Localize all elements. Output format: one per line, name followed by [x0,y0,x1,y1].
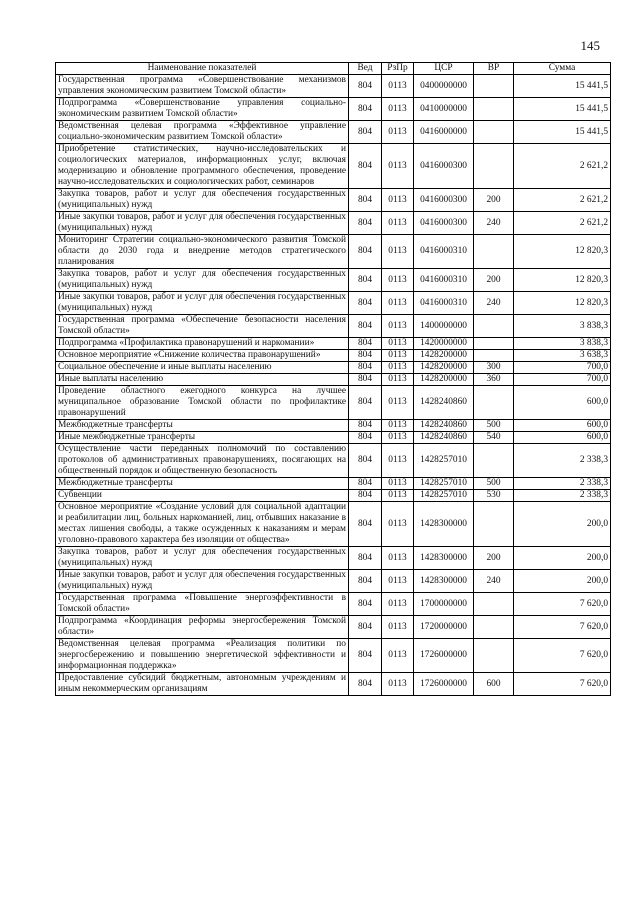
cell-ved: 804 [349,212,382,235]
table-body [56,75,611,696]
cell-sum: 3 838,3 [514,338,611,350]
cell-vr [474,350,514,362]
cell-rzpr: 0113 [382,502,414,547]
cell-sum: 3 638,3 [514,350,611,362]
cell-ved: 804 [349,121,382,144]
cell-csr: 1700000000 [414,593,474,616]
cell-name: Иные межбюджетные трансферты [56,432,349,444]
cell-rzpr: 0113 [382,374,414,386]
cell-ved: 804 [349,502,382,547]
cell-name: Основное мероприятие «Создание условий для социальной адаптации и реабилитации лиц, больных наркоманией, лиц, отбывших наказание в местах лишения свободы, а также осужденных к наказаниям и мерам уголовно-правового характера без изоляции от общества» [56,502,349,547]
cell-name: Проведение областного ежегодного конкурса на лучшее муниципальное образование Томской области по профилактике правонарушений [56,386,349,420]
cell-ved: 804 [349,616,382,639]
cell-csr: 1428257010 [414,478,474,490]
table-header-row [56,63,611,75]
cell-rzpr: 0113 [382,121,414,144]
cell-rzpr: 0113 [382,420,414,432]
cell-sum: 600,0 [514,420,611,432]
cell-csr: 0416000300 [414,144,474,189]
table-row [56,75,611,98]
cell-rzpr: 0113 [382,478,414,490]
cell-ved: 804 [349,639,382,673]
cell-ved: 804 [349,189,382,212]
cell-csr: 1720000000 [414,616,474,639]
cell-rzpr: 0113 [382,570,414,593]
cell-name: Закупка товаров, работ и услуг для обеспечения государственных (муниципальных) нужд [56,547,349,570]
table-row [56,362,611,374]
cell-ved: 804 [349,478,382,490]
cell-sum: 700,0 [514,374,611,386]
cell-sum: 700,0 [514,362,611,374]
cell-vr [474,121,514,144]
cell-ved: 804 [349,420,382,432]
header-csr: ЦСР [414,63,474,75]
cell-csr: 0416000300 [414,189,474,212]
cell-sum: 15 441,5 [514,98,611,121]
cell-name: Предоставление субсидий бюджетным, автономным учреждениям и иным некоммерческим организациям [56,673,349,696]
budget-table [55,62,611,696]
cell-ved: 804 [349,75,382,98]
cell-csr: 1428240860 [414,432,474,444]
cell-name: Государственная программа «Совершенствование механизмов управления экономическим развитием Томской области» [56,75,349,98]
cell-rzpr: 0113 [382,432,414,444]
cell-csr: 1428257010 [414,444,474,478]
header-sum: Сумма [514,63,611,75]
table-row [56,144,611,189]
cell-csr: 1726000000 [414,673,474,696]
cell-vr [474,98,514,121]
cell-ved: 804 [349,593,382,616]
table-row [56,420,611,432]
cell-name: Подпрограмма «Совершенствование управления социально-экономическим развитием Томской области» [56,98,349,121]
page-number: 145 [580,38,600,53]
cell-sum: 12 820,3 [514,269,611,292]
cell-csr: 1428240860 [414,420,474,432]
cell-rzpr: 0113 [382,616,414,639]
cell-vr: 240 [474,212,514,235]
cell-ved: 804 [349,362,382,374]
cell-sum: 2 338,3 [514,490,611,502]
table-row [56,98,611,121]
cell-rzpr: 0113 [382,639,414,673]
cell-ved: 804 [349,547,382,570]
table-row [56,315,611,338]
cell-vr [474,593,514,616]
table-row [56,432,611,444]
cell-name: Субвенции [56,490,349,502]
cell-vr [474,235,514,269]
cell-sum: 200,0 [514,570,611,593]
cell-rzpr: 0113 [382,292,414,315]
cell-name: Подпрограмма «Профилактика правонарушений и наркомании» [56,338,349,350]
cell-name: Иные закупки товаров, работ и услуг для обеспечения государственных (муниципальных) нужд [56,212,349,235]
cell-ved: 804 [349,386,382,420]
cell-ved: 804 [349,350,382,362]
cell-rzpr: 0113 [382,593,414,616]
cell-name: Иные закупки товаров, работ и услуг для обеспечения государственных (муниципальных) нужд [56,292,349,315]
cell-ved: 804 [349,490,382,502]
cell-csr: 1726000000 [414,639,474,673]
cell-sum: 600,0 [514,432,611,444]
cell-ved: 804 [349,444,382,478]
cell-csr: 1428257010 [414,490,474,502]
cell-name: Ведомственная целевая программа «Эффективное управление социально-экономическим развитием Томской области» [56,121,349,144]
cell-sum: 7 620,0 [514,616,611,639]
cell-vr: 240 [474,570,514,593]
cell-csr: 1428240860 [414,386,474,420]
cell-name: Социальное обеспечение и иные выплаты населению [56,362,349,374]
table-row [56,478,611,490]
cell-vr [474,616,514,639]
cell-ved: 804 [349,315,382,338]
cell-rzpr: 0113 [382,315,414,338]
cell-csr: 1428200000 [414,374,474,386]
table-row [56,490,611,502]
cell-name: Приобретение статистических, научно-исследовательских и социологических материалов, информационных услуг, включая модернизацию и обновление программного обеспечения, проведение научно-исследовательских и социологических работ, семинаров [56,144,349,189]
cell-csr: 1428200000 [414,362,474,374]
cell-sum: 2 338,3 [514,444,611,478]
table-row [56,570,611,593]
cell-vr [474,444,514,478]
table-row [56,350,611,362]
cell-vr [474,639,514,673]
cell-rzpr: 0113 [382,269,414,292]
cell-csr: 0416000310 [414,235,474,269]
cell-ved: 804 [349,570,382,593]
cell-name: Закупка товаров, работ и услуг для обеспечения государственных (муниципальных) нужд [56,269,349,292]
cell-vr: 540 [474,432,514,444]
cell-vr [474,502,514,547]
cell-ved: 804 [349,374,382,386]
cell-sum: 3 838,3 [514,315,611,338]
cell-vr: 500 [474,420,514,432]
cell-rzpr: 0113 [382,490,414,502]
cell-rzpr: 0113 [382,386,414,420]
table-row [56,502,611,547]
cell-rzpr: 0113 [382,444,414,478]
cell-sum: 2 621,2 [514,144,611,189]
cell-csr: 0410000000 [414,98,474,121]
cell-vr: 200 [474,189,514,212]
cell-name: Осуществление части переданных полномочий по составлению протоколов об административных правонарушениях, посягающих на общественный порядок и общественную безопасность [56,444,349,478]
cell-ved: 804 [349,338,382,350]
cell-name: Государственная программа «Обеспечение безопасности населения Томской области» [56,315,349,338]
cell-sum: 200,0 [514,502,611,547]
cell-csr: 1428200000 [414,350,474,362]
header-rzpr: РзПр [382,63,414,75]
table-row [56,639,611,673]
cell-sum: 600,0 [514,386,611,420]
cell-vr: 530 [474,490,514,502]
cell-ved: 804 [349,98,382,121]
cell-ved: 804 [349,292,382,315]
cell-sum: 200,0 [514,547,611,570]
cell-sum: 7 620,0 [514,639,611,673]
cell-rzpr: 0113 [382,75,414,98]
cell-vr: 240 [474,292,514,315]
cell-rzpr: 0113 [382,350,414,362]
table-row [56,386,611,420]
cell-vr [474,75,514,98]
cell-name: Основное мероприятие «Снижение количества правонарушений» [56,350,349,362]
cell-name: Подпрограмма «Координация реформы энергосбережения Томской области» [56,616,349,639]
table-row [56,189,611,212]
cell-rzpr: 0113 [382,362,414,374]
cell-vr: 500 [474,478,514,490]
cell-vr [474,315,514,338]
cell-sum: 15 441,5 [514,121,611,144]
cell-rzpr: 0113 [382,338,414,350]
cell-sum: 12 820,3 [514,235,611,269]
cell-name: Иные закупки товаров, работ и услуг для обеспечения государственных (муниципальных) нужд [56,570,349,593]
table-row [56,212,611,235]
cell-name: Ведомственная целевая программа «Реализация политики по энергосбережению и повышению энергетической эффективности и информационная поддержка» [56,639,349,673]
table-row [56,292,611,315]
cell-ved: 804 [349,235,382,269]
cell-name: Мониторинг Стратегии социально-экономического развития Томской области до 2030 года и внедрение методов стратегического планирования [56,235,349,269]
cell-rzpr: 0113 [382,189,414,212]
cell-sum: 2 621,2 [514,189,611,212]
cell-rzpr: 0113 [382,673,414,696]
table-row [56,121,611,144]
cell-rzpr: 0113 [382,212,414,235]
cell-vr [474,386,514,420]
header-vr: ВР [474,63,514,75]
cell-sum: 2 621,2 [514,212,611,235]
table-row [56,444,611,478]
cell-sum: 12 820,3 [514,292,611,315]
cell-rzpr: 0113 [382,98,414,121]
cell-sum: 7 620,0 [514,593,611,616]
cell-name: Закупка товаров, работ и услуг для обеспечения государственных (муниципальных) нужд [56,189,349,212]
table-row [56,235,611,269]
cell-vr [474,144,514,189]
cell-name: Государственная программа «Повышение энергоэффективности в Томской области» [56,593,349,616]
cell-name: Межбюджетные трансферты [56,478,349,490]
table-row [56,374,611,386]
header-name: Наименование показателей [56,63,349,75]
cell-sum: 2 338,3 [514,478,611,490]
cell-csr: 0416000000 [414,121,474,144]
cell-csr: 1428300000 [414,502,474,547]
cell-vr: 200 [474,547,514,570]
cell-vr: 300 [474,362,514,374]
cell-csr: 1428300000 [414,547,474,570]
table-row [56,547,611,570]
cell-csr: 0416000300 [414,212,474,235]
cell-name: Иные выплаты населению [56,374,349,386]
cell-csr: 0416000310 [414,292,474,315]
cell-rzpr: 0113 [382,547,414,570]
cell-vr: 200 [474,269,514,292]
table-row [56,593,611,616]
cell-ved: 804 [349,144,382,189]
cell-name: Межбюджетные трансферты [56,420,349,432]
table-row [56,338,611,350]
cell-vr: 600 [474,673,514,696]
cell-csr: 1420000000 [414,338,474,350]
cell-ved: 804 [349,432,382,444]
table-row [56,673,611,696]
cell-rzpr: 0113 [382,235,414,269]
cell-sum: 15 441,5 [514,75,611,98]
cell-rzpr: 0113 [382,144,414,189]
cell-sum: 7 620,0 [514,673,611,696]
cell-csr: 1400000000 [414,315,474,338]
header-ved: Вед [349,63,382,75]
table-row [56,269,611,292]
cell-csr: 0416000310 [414,269,474,292]
table-row [56,616,611,639]
cell-vr [474,338,514,350]
cell-vr: 360 [474,374,514,386]
cell-ved: 804 [349,673,382,696]
cell-ved: 804 [349,269,382,292]
cell-csr: 1428300000 [414,570,474,593]
cell-csr: 0400000000 [414,75,474,98]
